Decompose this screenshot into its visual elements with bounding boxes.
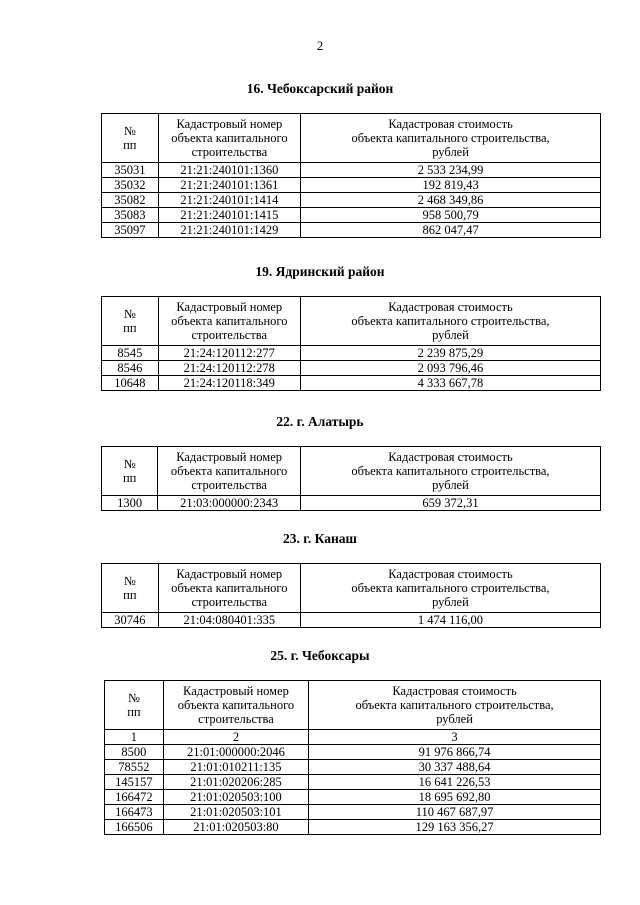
table-row (102, 496, 601, 511)
section-title: 16. Чебоксарский район (246, 81, 394, 96)
district-section (0, 529, 640, 628)
header-cadastral-number-line: объекта капитального (177, 698, 295, 712)
header-cadastral-cost-line: объекта капитального строительства, (351, 464, 550, 478)
table-row (105, 805, 601, 820)
header-cadastral-cost-line: Кадастровая стоимость (388, 450, 513, 464)
header-cadastral-number (163, 681, 308, 730)
cadastral-number-cell: 21:01:000000:2046 (163, 745, 308, 760)
cadastral-cost-cell: 659 372,31 (300, 496, 600, 511)
cadastral-cost-cell: 2 468 349,86 (301, 193, 601, 208)
table-row (105, 820, 601, 835)
header-cadastral-number-line: строительства (191, 595, 268, 609)
header-cadastral-cost (300, 297, 600, 346)
header-number-line: № (123, 457, 136, 471)
district-section (0, 412, 640, 511)
table-header-row (102, 564, 601, 613)
row-number-cell: 166473 (105, 805, 164, 820)
cadastral-number-cell: 21:03:000000:2343 (158, 496, 301, 511)
header-number-line: № (123, 574, 136, 588)
district-section (0, 79, 640, 238)
row-number-cell: 8500 (105, 745, 164, 760)
cadastral-number-cell: 21:01:020206:285 (163, 775, 308, 790)
header-cadastral-cost-line: рублей (432, 328, 469, 342)
cadastral-number-cell: 21:01:020503:101 (163, 805, 308, 820)
table-row (102, 361, 601, 376)
cadastral-cost-cell: 18 695 692,80 (309, 790, 601, 805)
row-number-cell: 78552 (105, 760, 164, 775)
cadastral-number-cell: 21:21:240101:1414 (158, 193, 301, 208)
cadastral-number-cell: 21:01:020503:100 (163, 790, 308, 805)
row-number-cell: 35097 (102, 223, 159, 238)
row-number-cell: 35082 (102, 193, 159, 208)
cadastral-number-cell: 21:21:240101:1415 (158, 208, 301, 223)
column-number-cell: 3 (309, 730, 601, 745)
header-cadastral-number-line: объекта капитального (171, 581, 288, 595)
table-row (105, 760, 601, 775)
header-cadastral-number-line: объекта капитального (171, 131, 288, 145)
table-header-row (102, 114, 601, 163)
header-cadastral-number-line: строительства (198, 712, 274, 726)
cadastral-cost-cell: 30 337 488,64 (309, 760, 601, 775)
header-cadastral-number-line: строительства (191, 328, 268, 342)
row-number-cell: 8546 (102, 361, 159, 376)
header-cadastral-cost (300, 564, 600, 613)
header-cadastral-cost-line: объекта капитального строительства, (355, 698, 554, 712)
table-row (102, 346, 601, 361)
header-cadastral-cost-line: рублей (436, 712, 473, 726)
header-cadastral-number-line: объекта капитального (170, 464, 288, 478)
header-cadastral-number (158, 447, 301, 496)
header-cadastral-number-line: строительства (191, 145, 268, 159)
header-number-line: пп (123, 321, 137, 335)
cadastral-table (101, 563, 601, 628)
row-number-cell: 35083 (102, 208, 159, 223)
cadastral-table (101, 296, 601, 391)
header-cadastral-cost (300, 447, 600, 496)
header-cadastral-number-line: Кадастровый номер (176, 117, 283, 131)
header-cadastral-number-line: строительства (191, 478, 267, 492)
section-title: 23. г. Канаш (283, 531, 357, 546)
district-section (0, 646, 640, 835)
header-cadastral-number-line: Кадастровый номер (176, 450, 283, 464)
header-cadastral-number (158, 114, 301, 163)
column-number-cell: 2 (163, 730, 308, 745)
header-number-line: № (123, 307, 136, 321)
row-number-cell: 35032 (102, 178, 159, 193)
cadastral-cost-cell: 1 474 116,00 (300, 613, 600, 628)
header-number (102, 297, 159, 346)
header-cadastral-cost-line: рублей (432, 145, 469, 159)
page-number: 2 (316, 38, 324, 53)
header-number (102, 114, 159, 163)
cadastral-number-cell: 21:21:240101:1429 (158, 223, 301, 238)
cadastral-number-cell: 21:21:240101:1360 (158, 163, 301, 178)
table-row (105, 745, 601, 760)
header-cadastral-number-line: объекта капитального (171, 314, 288, 328)
row-number-cell: 166472 (105, 790, 164, 805)
table-row (105, 790, 601, 805)
header-cadastral-cost-line: Кадастровая стоимость (388, 567, 513, 581)
cadastral-number-cell: 21:01:020503:80 (163, 820, 308, 835)
cadastral-number-cell: 21:04:080401:335 (158, 613, 300, 628)
header-cadastral-cost-line: Кадастровая стоимость (392, 684, 517, 698)
cadastral-cost-cell: 862 047,47 (301, 223, 601, 238)
header-number (102, 564, 159, 613)
cadastral-number-cell: 21:21:240101:1361 (158, 178, 301, 193)
cadastral-cost-cell: 2 239 875,29 (300, 346, 600, 361)
header-number (102, 447, 158, 496)
header-cadastral-cost-line: объекта капитального строительства, (351, 314, 550, 328)
table-row (105, 775, 601, 790)
table-row (102, 208, 601, 223)
header-cadastral-cost (309, 681, 601, 730)
header-cadastral-number-line: Кадастровый номер (176, 300, 283, 314)
cadastral-cost-cell: 4 333 667,78 (300, 376, 600, 391)
header-cadastral-number (158, 564, 300, 613)
table-header-row (102, 297, 601, 346)
table-row (102, 178, 601, 193)
row-number-cell: 35031 (102, 163, 159, 178)
section-title: 19. Ядринский район (255, 264, 385, 279)
header-number (105, 681, 164, 730)
district-section (0, 262, 640, 391)
cadastral-cost-cell: 2 093 796,46 (300, 361, 600, 376)
row-number-cell: 166506 (105, 820, 164, 835)
cadastral-number-cell: 21:01:010211:135 (163, 760, 308, 775)
header-cadastral-number-line: Кадастровый номер (176, 567, 283, 581)
row-number-cell: 10648 (102, 376, 159, 391)
cadastral-cost-cell: 110 467 687,97 (309, 805, 601, 820)
header-number-line: пп (123, 588, 137, 602)
cadastral-table (101, 113, 601, 238)
cadastral-number-cell: 21:24:120112:277 (158, 346, 300, 361)
header-cadastral-cost-line: объекта капитального строительства, (351, 131, 550, 145)
table-header-row (102, 447, 601, 496)
column-number-row (105, 730, 601, 745)
table-row (102, 376, 601, 391)
row-number-cell: 1300 (102, 496, 158, 511)
header-cadastral-cost-line: Кадастровая стоимость (388, 300, 513, 314)
cadastral-number-cell: 21:24:120118:349 (158, 376, 300, 391)
header-cadastral-cost-line: рублей (432, 478, 469, 492)
header-number-line: пп (123, 138, 137, 152)
header-number-line: № (127, 691, 140, 705)
section-title: 25. г. Чебоксары (270, 648, 370, 663)
header-number-line: пп (122, 471, 137, 485)
cadastral-cost-cell: 958 500,79 (301, 208, 601, 223)
header-number-line: пп (127, 705, 141, 719)
table-row (102, 163, 601, 178)
table-row (102, 223, 601, 238)
column-number-cell: 1 (105, 730, 164, 745)
cadastral-cost-cell: 192 819,43 (301, 178, 601, 193)
row-number-cell: 30746 (102, 613, 159, 628)
header-cadastral-cost-line: рублей (432, 595, 469, 609)
cadastral-table (101, 446, 601, 511)
table-header-row (105, 681, 601, 730)
cadastral-cost-cell: 16 641 226,53 (309, 775, 601, 790)
cadastral-cost-cell: 129 163 356,27 (309, 820, 601, 835)
header-cadastral-number (158, 297, 300, 346)
cadastral-number-cell: 21:24:120112:278 (158, 361, 300, 376)
header-cadastral-number-line: Кадастровый номер (183, 684, 289, 698)
header-number-line: № (123, 124, 136, 138)
row-number-cell: 145157 (105, 775, 164, 790)
table-row (102, 193, 601, 208)
table-row (102, 613, 601, 628)
cadastral-cost-cell: 2 533 234,99 (301, 163, 601, 178)
cadastral-table (104, 680, 601, 835)
row-number-cell: 8545 (102, 346, 159, 361)
header-cadastral-cost-line: объекта капитального строительства, (351, 581, 550, 595)
header-cadastral-cost-line: Кадастровая стоимость (388, 117, 513, 131)
cadastral-cost-cell: 91 976 866,74 (309, 745, 601, 760)
header-cadastral-cost (301, 114, 601, 163)
section-title: 22. г. Алатырь (276, 414, 364, 429)
